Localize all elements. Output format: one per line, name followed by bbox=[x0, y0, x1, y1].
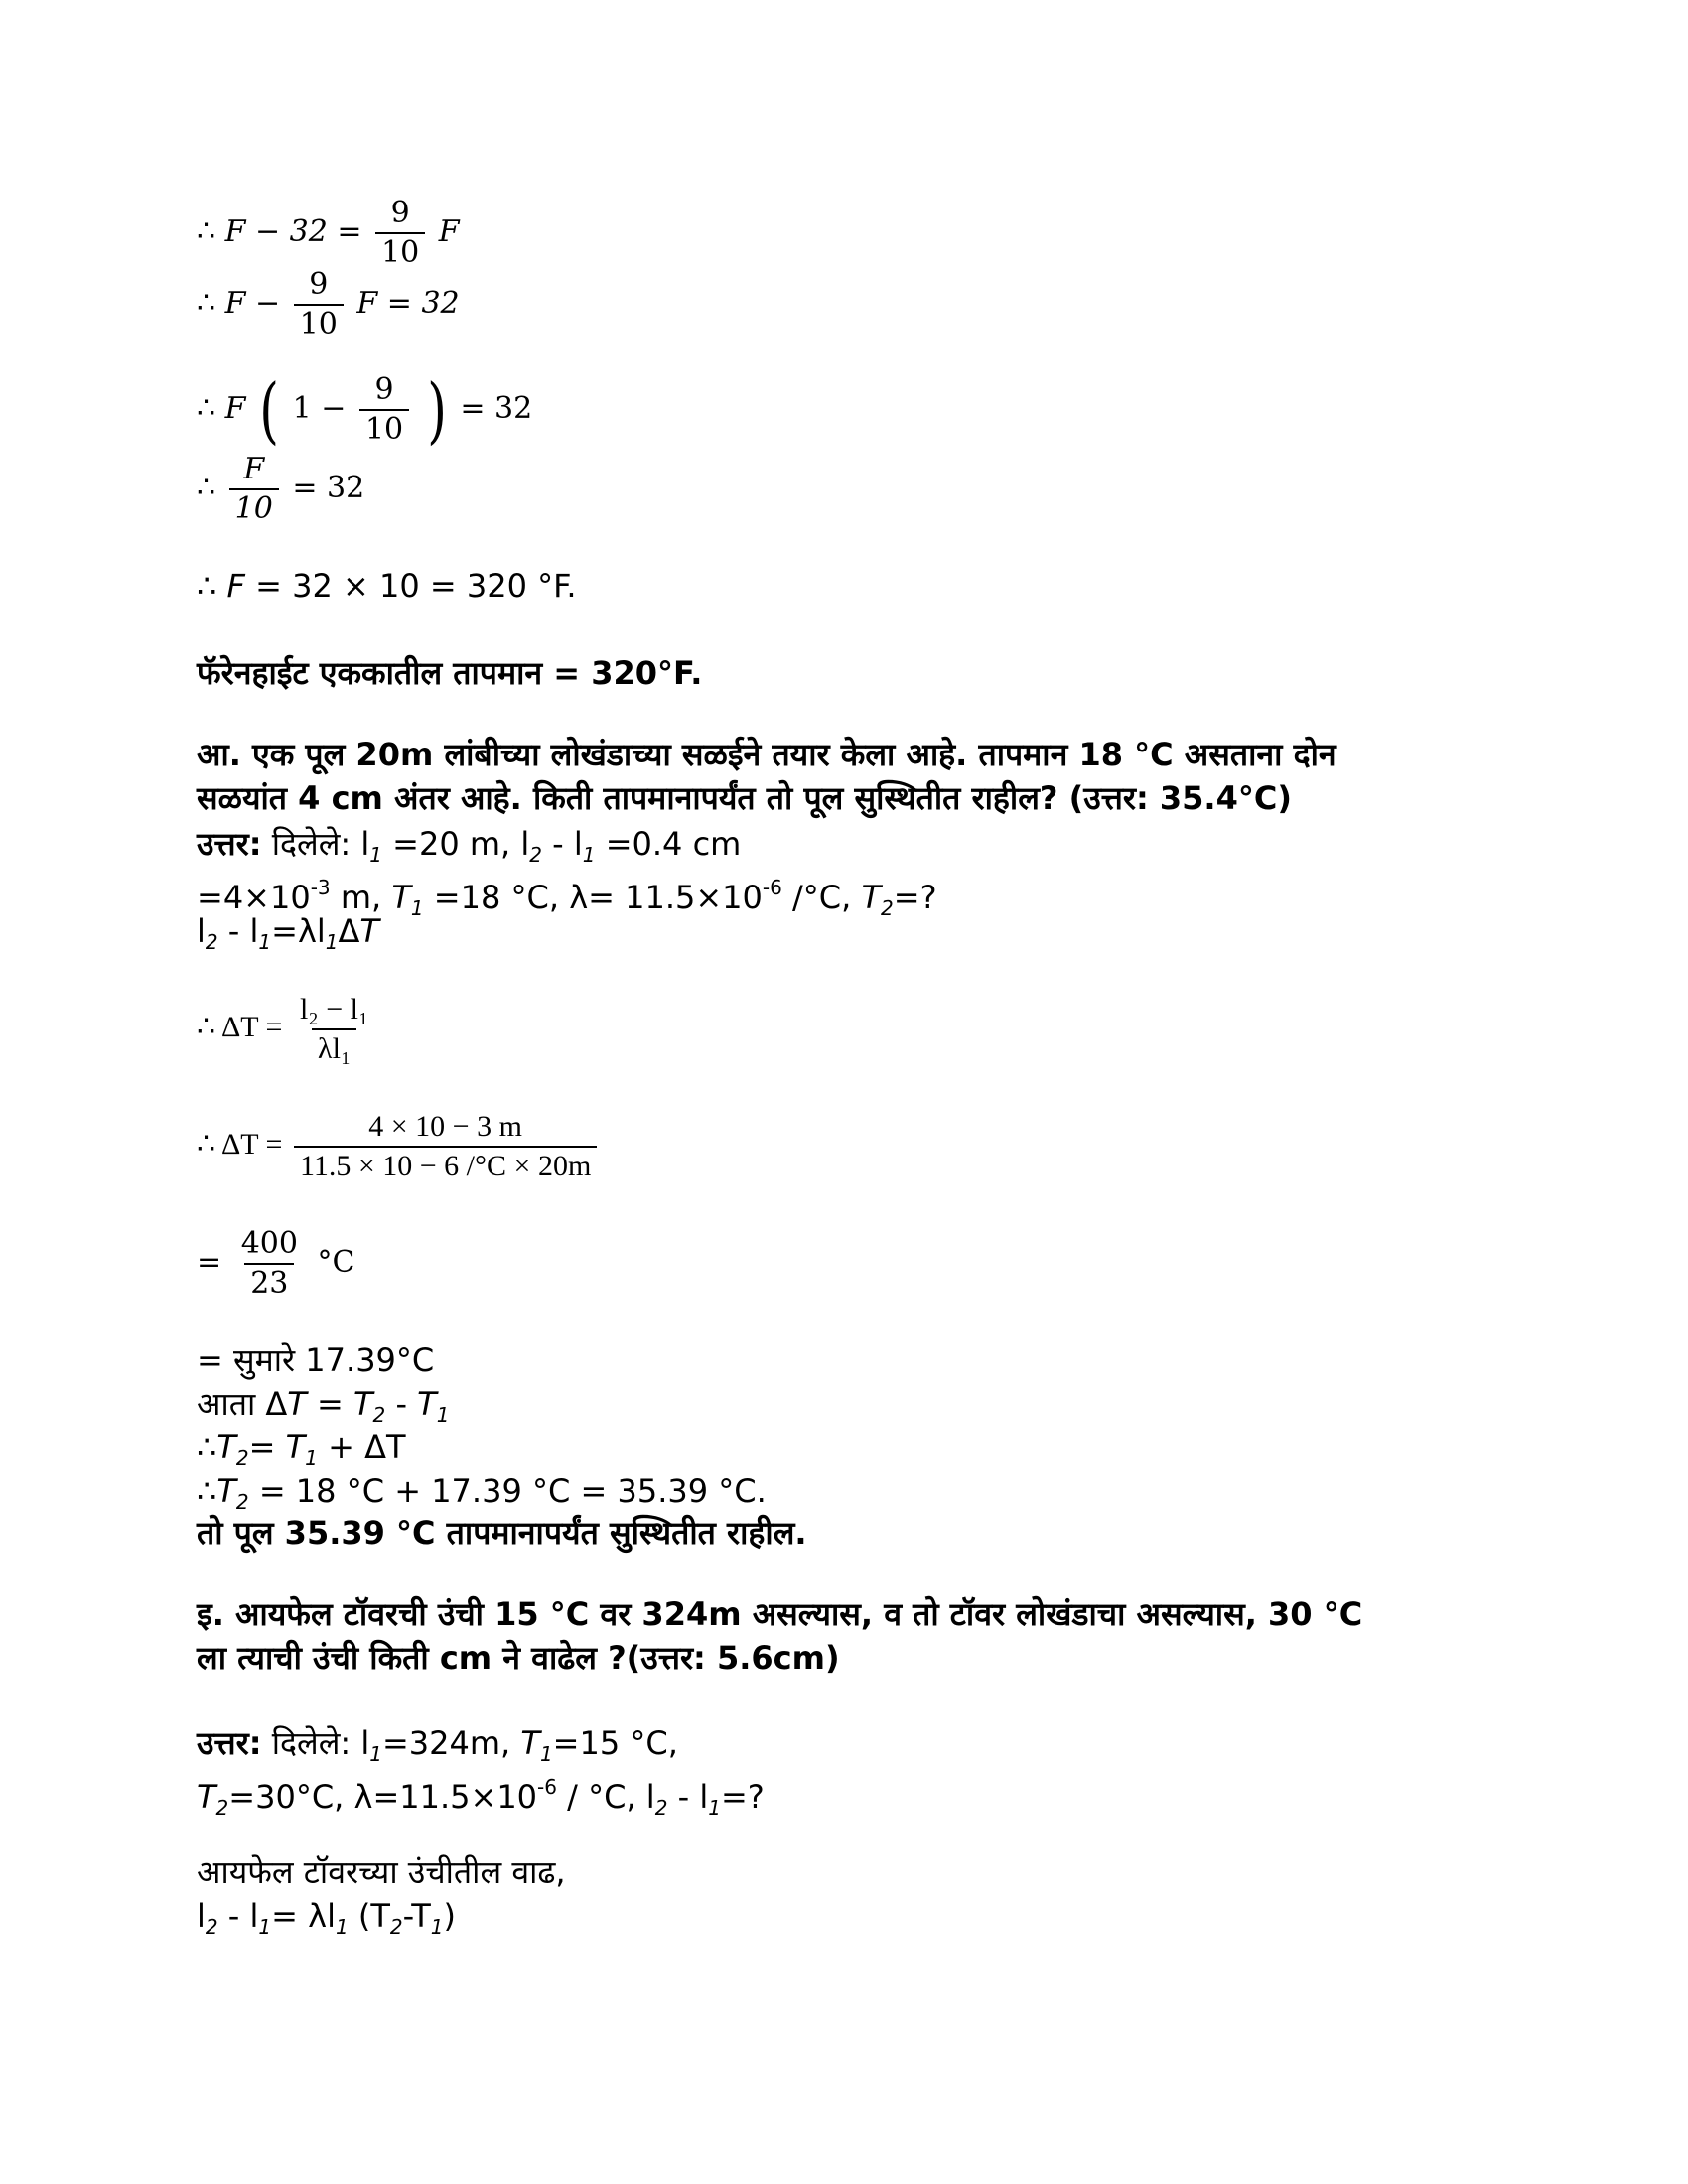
equation-1: ∴ F − 32 = $\frac{9}{10}$ F bbox=[197, 196, 460, 270]
q2-formula: $l_2 - l_1=\lambda l_1\Delta T$ bbox=[197, 912, 379, 954]
q3-given-2: $T_2=30^\circ C$, $\lambda=11.5\times 10^{-6} / ^\circ C$, $l_2 - l_1=$? bbox=[197, 1775, 765, 1820]
q2-delta-t-1: ∴ ΔT = $\frac{\text{l₂ − l₁}}{\text{λl₁}}$ bbox=[197, 993, 378, 1066]
q2-t2-calc: $\therefore T_2 = 18$ °C + 17.39 °C = 35.39 °C. bbox=[197, 1472, 767, 1514]
q2-t2-line: $\therefore T_2= T_1 + \Delta T$ bbox=[197, 1429, 406, 1470]
question-2-line-2: सळयांत 4 cm अंतर आहे. किती तापमानापर्यंत तो पूल सुस्थितीत राहील? (उत्तर: 35.4°C) bbox=[197, 779, 1292, 817]
q2-approx: = सुमारे 17.39°C bbox=[197, 1341, 435, 1379]
q2-now: आता $\Delta T = T_2 - T_1$ bbox=[197, 1385, 450, 1427]
equation-2: ∴ F − $\frac{9}{10}$ F = 32 bbox=[197, 267, 460, 341]
q2-given-2: $=4\times 10^{-3}$ m, $T_1 =18$ °C, $\lambda= 11.5\times 10^{-6}$ /°C, $T_2=$? bbox=[197, 876, 937, 920]
question-3-line-1: इ. आयफेल टॉवरची उंची 15 °C वर 324m असल्यास, व तो टॉवर लोखंडाचा असल्यास, 30 °C bbox=[197, 1595, 1363, 1633]
q2-delta-t-2: ∴ ΔT = $\frac{4 \times 10 - 3 m}{11.5 \times 10 - 6 /^\circ C \times 20m}$ bbox=[197, 1110, 601, 1183]
q3-growth: आयफेल टॉवरच्या उंचीतील वाढ, bbox=[197, 1853, 566, 1891]
question-3-line-2: ला त्याची उंची किती cm ने वाढेल ?(उत्तर: 5.6cm) bbox=[197, 1639, 840, 1677]
fraction: $\frac{400}{23}$ bbox=[240, 1226, 298, 1300]
answer-fahrenheit: फॅरेनहाईट एककातील तापमान = 320°F. bbox=[197, 654, 703, 692]
fraction: $\frac{9}{10}$ bbox=[359, 373, 409, 447]
fraction: $\frac{F}{10}$ bbox=[229, 453, 279, 526]
fraction: $\frac{\text{l₂ − l₁}}{\text{λl₁}}$ bbox=[299, 993, 369, 1065]
fraction: $\frac{9}{10}$ bbox=[294, 268, 344, 341]
fraction: $\frac{4 \times 10 - 3 m}{11.5 \times 10 - 6 /^\circ C \times 20m}$ bbox=[294, 1110, 597, 1183]
fraction: $\frac{9}{10}$ bbox=[375, 197, 425, 270]
q3-formula: $l_2 - l_1= \lambda l_1$ $(T_2-T_1)$ bbox=[197, 1897, 456, 1939]
q2-given: उत्तर: दिलेले: $l_1 =20$ m, $l_2 - l_1 =0.4$ cm bbox=[197, 825, 742, 867]
question-2-line-1: आ. एक पूल 20m लांबीच्या लोखंडाच्या सळईने तयार केला आहे. तापमान 18 °C असताना दोन bbox=[197, 736, 1336, 773]
q2-conclusion: तो पूल 35.39 °C तापमानापर्यंत सुस्थितीत राहील. bbox=[197, 1514, 807, 1552]
equation-5: ∴ F = 32 × 10 = 320 °F. bbox=[197, 567, 577, 605]
equation-4: ∴ $\frac{F}{10}$ = 32 bbox=[197, 452, 365, 526]
q3-given: उत्तर: दिलेले: $l_1=324m$, $T_1=15$ °C, bbox=[197, 1724, 678, 1766]
equation-3: ∴ F ( 1 − $\frac{9}{10}$ ) = 32 bbox=[197, 368, 533, 452]
q2-delta-t-3: = $\frac{400}{23}$ °C bbox=[197, 1226, 355, 1300]
